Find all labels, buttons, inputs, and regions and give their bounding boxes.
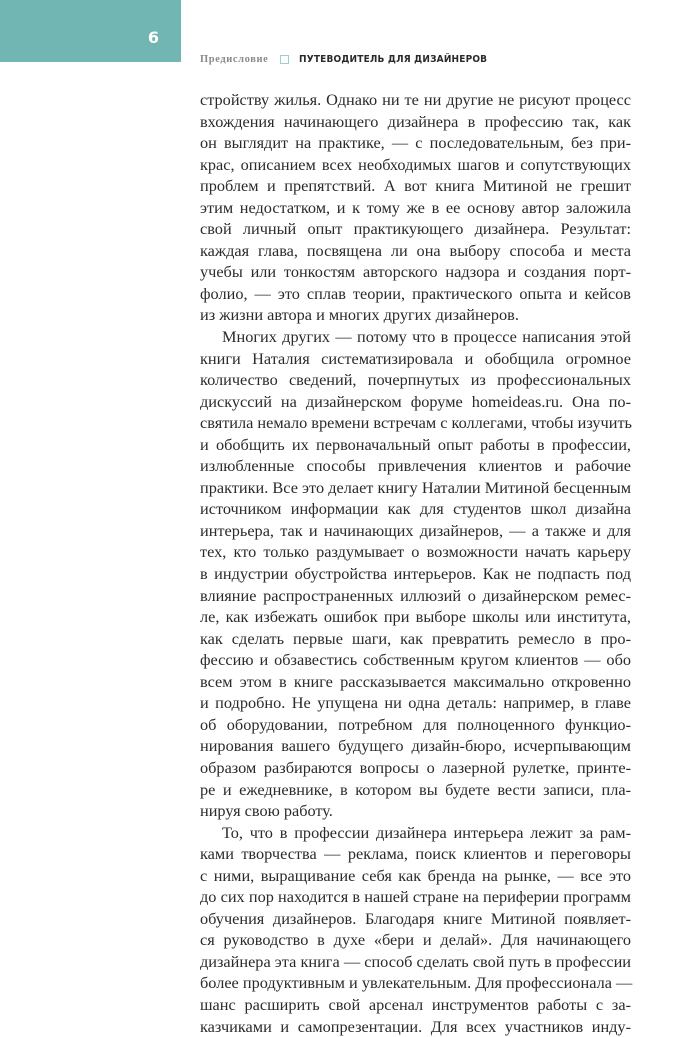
text-line: этим недостатком, и к тому же в ее основу автор заложила	[200, 197, 631, 217]
text-line: как сделать первые шаги, как превратить ремесло в про-	[200, 628, 631, 648]
text-line: вхождения начинающего дизайнера в профессию так, как	[200, 111, 631, 131]
text-line: крас, описанием всех необходимых шагов и сопутствующих	[200, 154, 631, 174]
text-line: шанс расширить свой арсенал инструментов работы с за-	[200, 994, 631, 1014]
text-line: из жизни автора и многих других дизайнеров.	[200, 305, 519, 325]
text-line: нируя свою работу.	[200, 801, 333, 821]
text-line: святила немало времени встречам с коллегами, чтобы изучить	[200, 413, 632, 433]
text-line: и обобщить их первоначальный опыт работы в профессии,	[200, 434, 631, 454]
text-line: с ними, выращивание себя как бренда на рынке, — все это	[200, 865, 631, 885]
text-line: проблем и препятствий. А вот книга Митиной не грешит	[200, 176, 631, 196]
text-line: учебы или тонкостям авторского надзора и создания порт-	[200, 262, 631, 282]
text-line: ками творчества — реклама, поиск клиентов и переговоры	[200, 844, 631, 864]
hollow-square-icon	[280, 55, 289, 64]
text-line: образом разбираются вопросы о лазерной рулетке, принте-	[200, 757, 631, 777]
text-line: излюбленные способы привлечения клиентов и рабочие	[200, 456, 631, 476]
text-line: дискуссий на дизайнерском форуме homeideas.ru. Она по-	[200, 391, 631, 411]
text-line: всем этом в книге рассказывается максимально откровенно	[200, 671, 631, 691]
text-line: свой личный опыт практикующего дизайнера. Результат:	[200, 219, 631, 239]
running-head-title: ПУТЕВОДИТЕЛЬ ДЛЯ ДИЗАЙНЕРОВ	[299, 53, 488, 65]
text-line: дизайнера эта книга — способ сделать свой путь в профессии	[200, 951, 631, 971]
text-line: он выглядит на практике, — с последовательным, без при-	[200, 133, 631, 153]
paragraph	[200, 822, 631, 1037]
text-line: до сих пор находится в нашей стране на периферии программ	[200, 887, 631, 907]
running-head	[200, 51, 509, 67]
text-line: обучения дизайнеров. Благодаря книге Митиной появляет-	[200, 908, 631, 928]
text-line: влияние распространенных иллюзий о дизайнерском ремес-	[200, 585, 631, 605]
text-line: фессию и обзавестись собственным кругом клиентов — обо	[200, 650, 631, 670]
text-line: ся руководство в духе «бери и делай». Для начинающего	[200, 930, 631, 950]
text-line: казчиками и самопрезентации. Для всех участников инду-	[200, 1016, 631, 1036]
text-line: в индустрии обустройства интерьеров. Как не подпасть под	[200, 564, 631, 584]
text-line: каждая глава, посвящена ли она выбору способа и места	[200, 240, 631, 260]
text-line: книги Наталия систематизировала и обобщила огромное	[200, 348, 631, 368]
body-text	[200, 89, 631, 1037]
text-line: количество сведений, почерпнутых из профессиональных	[200, 370, 631, 390]
page-number-tab	[0, 0, 181, 62]
page-number: 6	[147, 28, 159, 47]
text-line: практики. Все это делает книгу Наталии Митиной бесценным	[200, 477, 631, 497]
text-line: более продуктивным и увлекательным. Для профессионала —	[200, 973, 633, 993]
text-line: ле, как избежать ошибок при выборе школы или института,	[200, 607, 631, 627]
text-line: ре и ежедневнике, в котором вы будете вести записи, пла-	[200, 779, 631, 799]
text-line: тех, кто только раздумывает о возможности начать карьеру	[200, 542, 631, 562]
text-line: стройству жилья. Однако ни те ни другие не рисуют процесс	[200, 90, 631, 109]
running-head-section: Предисловие	[200, 53, 269, 65]
text-line: об оборудовании, потребном для полноценного функцио-	[200, 714, 631, 734]
paragraph	[200, 326, 631, 822]
text-line: Многих других — потому что в процессе написания этой	[222, 327, 631, 347]
text-line: нирования вашего будущего дизайн-бюро, исчерпывающим	[200, 736, 631, 756]
text-line: источником информации как для студентов школ дизайна	[200, 499, 631, 519]
text-line: и подробно. Не упущена ни одна деталь: например, в главе	[200, 693, 631, 713]
text-line: фолио, — это сплав теории, практического опыта и кейсов	[200, 283, 631, 303]
text-line: интерьера, так и начинающих дизайнеров, — а также и для	[200, 520, 631, 540]
paragraph	[200, 89, 631, 326]
text-line: То, что в профессии дизайнера интерьера лежит за рам-	[222, 822, 631, 842]
